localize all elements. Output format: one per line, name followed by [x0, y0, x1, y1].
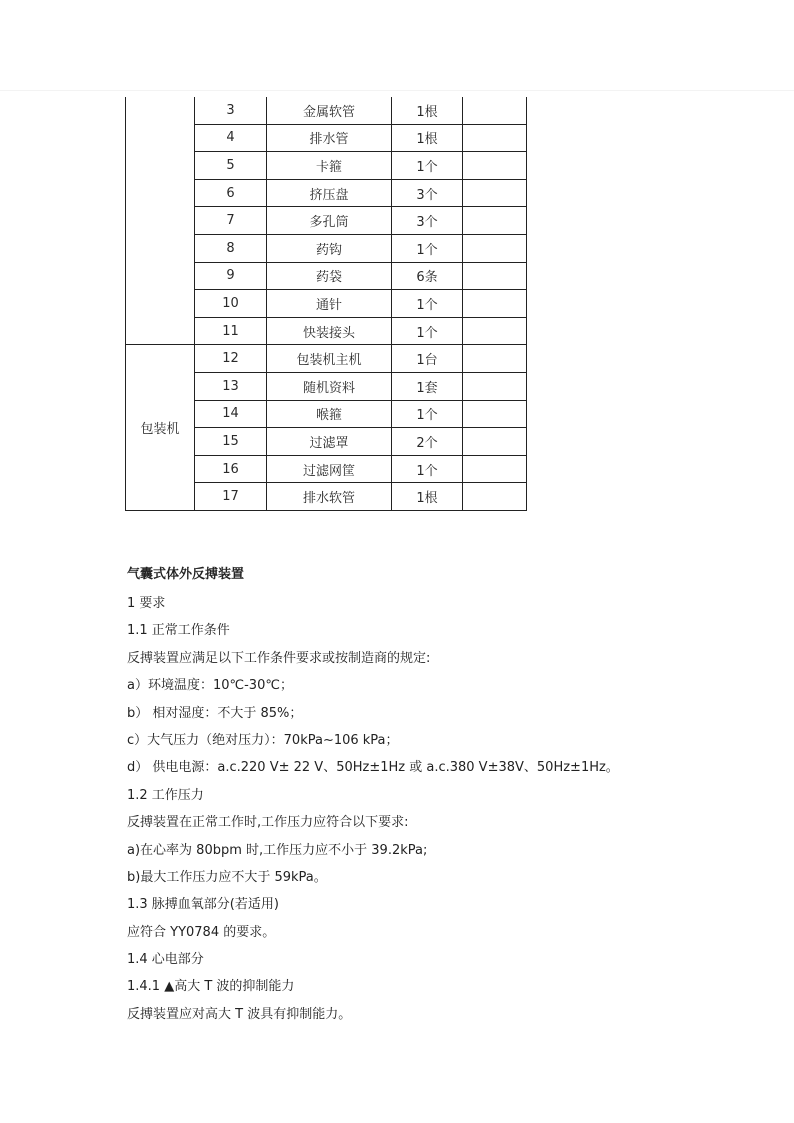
item-quantity: 1个 [392, 317, 463, 345]
heading-1-4-1: 1.4.1 ▲高大 T 波的抑制能力 [127, 979, 295, 995]
item-name: 通针 [267, 290, 392, 318]
item-name: 药袋 [267, 262, 392, 290]
item-quantity: 1个 [392, 152, 463, 180]
item-number: 14 [195, 400, 267, 428]
item-remark [463, 124, 527, 152]
item-quantity: 1根 [392, 483, 463, 511]
item-name: 随机资料 [267, 372, 392, 400]
item-number: 8 [195, 234, 267, 262]
item-remark [463, 179, 527, 207]
item-remark [463, 455, 527, 483]
item-remark [463, 97, 527, 124]
item-quantity: 6条 [392, 262, 463, 290]
item-remark [463, 234, 527, 262]
item-name: 金属软管 [267, 97, 392, 124]
item-name: 排水软管 [267, 483, 392, 511]
item-remark [463, 290, 527, 318]
heading-1-3: 1.3 脉搏血氧部分(若适用) [127, 897, 279, 913]
condition-d: d） 供电电源：a.c.220 V± 22 V、50Hz±1Hz 或 a.c.380 V±38V、50Hz±1Hz。 [127, 760, 619, 776]
accessory-table [125, 97, 527, 511]
item-number: 15 [195, 428, 267, 456]
item-quantity: 1台 [392, 345, 463, 373]
pressure-b: b)最大工作压力应不大于 59kPa。 [127, 869, 327, 885]
item-number: 16 [195, 455, 267, 483]
item-number: 11 [195, 317, 267, 345]
item-number: 5 [195, 152, 267, 180]
table-row [126, 345, 527, 373]
item-number: 12 [195, 345, 267, 373]
section-title: 气囊式体外反搏装置 [127, 567, 245, 582]
paragraph-pressure: 反搏装置在正常工作时,工作压力应符合以下要求: [127, 815, 409, 831]
item-remark [463, 345, 527, 373]
table-row [126, 97, 527, 124]
paragraph-conditions: 反搏装置应满足以下工作条件要求或按制造商的规定: [127, 650, 431, 666]
item-name: 喉箍 [267, 400, 392, 428]
item-quantity: 1个 [392, 290, 463, 318]
item-number: 3 [195, 97, 267, 124]
item-name: 药钩 [267, 234, 392, 262]
condition-b: b） 相对湿度：不大于 85%； [127, 705, 303, 721]
group-label: 包装机 [126, 345, 195, 511]
condition-c: c）大气压力（绝对压力）：70kPa~106 kPa； [127, 732, 399, 748]
item-name: 过滤罩 [267, 428, 392, 456]
item-name: 挤压盘 [267, 179, 392, 207]
heading-1-2: 1.2 工作压力 [127, 787, 204, 803]
item-remark [463, 317, 527, 345]
heading-1-1: 1.1 正常工作条件 [127, 623, 230, 639]
item-remark [463, 262, 527, 290]
item-name: 过滤网筐 [267, 455, 392, 483]
heading-1: 1 要求 [127, 596, 166, 611]
item-name: 多孔筒 [267, 207, 392, 235]
item-quantity: 3个 [392, 179, 463, 207]
paragraph-spo2: 应符合 YY0784 的要求。 [127, 924, 276, 940]
item-name: 卡箍 [267, 152, 392, 180]
item-number: 10 [195, 290, 267, 318]
item-name: 快装接头 [267, 317, 392, 345]
item-quantity: 2个 [392, 428, 463, 456]
item-quantity: 1个 [392, 234, 463, 262]
heading-1-4: 1.4 心电部分 [127, 952, 204, 968]
item-remark [463, 400, 527, 428]
item-quantity: 1个 [392, 455, 463, 483]
item-remark [463, 152, 527, 180]
item-number: 17 [195, 483, 267, 511]
item-number: 9 [195, 262, 267, 290]
condition-a: a）环境温度：10℃-30℃； [127, 678, 293, 694]
item-remark [463, 428, 527, 456]
document-section [127, 560, 767, 1028]
item-number: 6 [195, 179, 267, 207]
item-quantity: 1套 [392, 372, 463, 400]
paragraph-t-wave: 反搏装置应对高大 T 波具有抑制能力。 [127, 1006, 352, 1022]
item-remark [463, 372, 527, 400]
group-cell-empty [126, 97, 195, 345]
item-number: 13 [195, 372, 267, 400]
item-number: 4 [195, 124, 267, 152]
item-number: 7 [195, 207, 267, 235]
item-quantity: 1根 [392, 97, 463, 124]
scan-edge-line [0, 90, 794, 91]
item-quantity: 1个 [392, 400, 463, 428]
item-remark [463, 483, 527, 511]
pressure-a: a)在心率为 80bpm 时,工作压力应不小于 39.2kPa; [127, 842, 428, 858]
item-name: 排水管 [267, 124, 392, 152]
item-name: 包装机主机 [267, 345, 392, 373]
item-quantity: 3个 [392, 207, 463, 235]
item-quantity: 1根 [392, 124, 463, 152]
item-remark [463, 207, 527, 235]
